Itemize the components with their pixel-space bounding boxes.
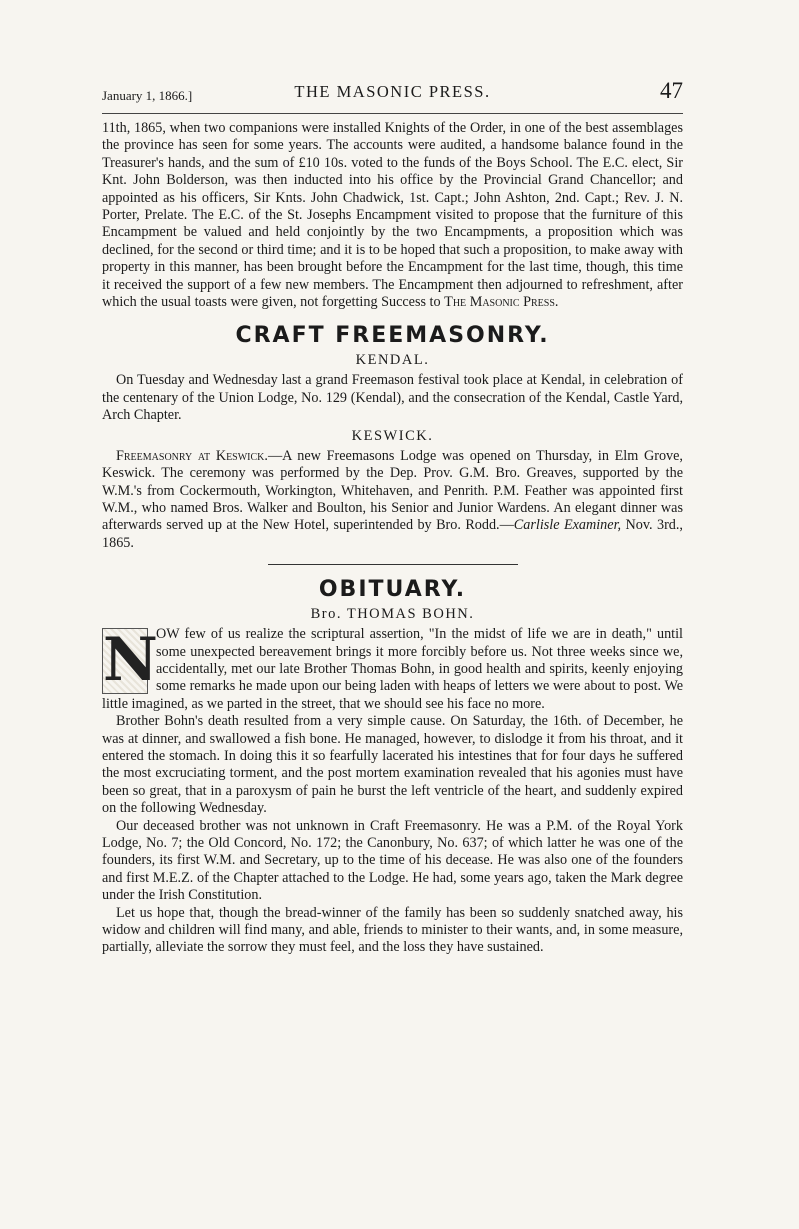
- keswick-source: Carlisle Examiner,: [513, 517, 622, 534]
- section-divider: [268, 564, 518, 565]
- header-rule: [102, 113, 683, 114]
- keswick-text: —A new Freemasons Lodge was opened on Thursday, in Elm Grove, Keswick. The ceremony was performed by the Dep. Prov. G.M. Bro. Greaves, supported by the W.M.'s from Cockermouth, Workington, Whitehaven, and Penrith. P.M. Feather was appointed first W.M., who named Bros. Walker and Boulton, his Senior and Junior Wardens. An elegant dinner was afterwards served up at the New Hotel, superintended by Bro. Rodd.—: [102, 447, 683, 534]
- keswick-paragraph: [102, 448, 683, 552]
- obituary-paragraph-4: Let us hope that, though the bread-winner of the family has been so suddenly snatched away, his widow and children will find many, and able, friends to minister to their wants, and, in some measure, partially, alleviate the sorrow they must feel, and the loss they have sustained.: [102, 904, 683, 956]
- intro-text: 11th, 1865, when two companions were installed Knights of the Order, in one of the best assemblages the province has seen for some years. The accounts were audited, a handsome balance found in the Treasurer's hands, and the sum of £10 10s. voted to the funds of the Boys School. The E.C. elect, Sir Knt. John Bolderson, was then inducted into his office by the Provincial Grand Chancellor; and appointed as his officers, Sir Knts. John Chadwick, 1st. Capt.; John Ashton, 2nd. Capt.; Rev. J. N. Porter, Prelate. The E.C. of the St. Josephs Encampment visited to propose that the furniture of this Encampment be valued and held conjointly by the two Encampments, a proposition which was declined, for the second or third time; and it is to be hoped that such a proposition, to make away with property in this manner, has been brought before the Encampment for the last time, though, this time it received the support of a few new members. The Encampment then adjourned to refreshment, after which the usual toasts were given, not forgetting Success to: [102, 120, 683, 311]
- issue-date: January 1, 1866.]: [102, 88, 193, 103]
- intro-paragraph: [102, 120, 683, 311]
- obituary-heading: OBITUARY.: [318, 577, 467, 603]
- page-number: 47: [660, 78, 683, 103]
- obituary-first-paragraph: [102, 626, 683, 713]
- obituary-paragraph-2: Brother Bohn's death resulted from a very simple cause. On Saturday, the 16th. of December, he was at dinner, and swallowed a fish bone. He managed, however, to dislodge it from his throat, and it entered the stomach. In doing this it so fearfully lacerated his intestines that for four days he suffered the most excruciating torment, and the post mortem examination revealed that his agonies must have been so great, that in a paroxysm of pain he burst the left ventricle of the heart, and suddenly expired on the following Wednesday.: [102, 713, 683, 817]
- obituary-subject: Bro. THOMAS BOHN.: [310, 606, 475, 623]
- obituary-paragraph-1: OW few of us realize the scriptural assertion, "In the midst of life we are in death," until some unexpected bereavement brings it more forcibly before us. Not three weeks since we, accidentally, met our late Brother Thomas Bohn, in good health and spirits, keenly enjoying some remarks he made upon our being laden with heaps of letters we were about to post. We little imagined, as we parted in the street, that we should see his face no more.: [102, 626, 683, 712]
- page-header: [102, 0, 683, 120]
- publication-title: THE MASONIC PRESS.: [294, 82, 491, 101]
- obituary-paragraph-3: Our deceased brother was not unknown in Craft Freemasonry. He was a P.M. of the Royal York Lodge, No. 7; the Old Concord, No. 172; the Canonbury, No. 637; of which latter he was one of the founders, its first W.M. and Secretary, up to the time of his decease. He was also one of the founders and first M.E.Z. of the Chapter attached to the Lodge. He had, some years ago, taken the Mark degree under the Irish Constitution.: [102, 817, 683, 904]
- keswick-date: Nov. 3rd., 1865.: [102, 517, 683, 551]
- kendal-heading: KENDAL.: [355, 352, 430, 369]
- intro-publication-name: The Masonic Press.: [444, 294, 559, 311]
- keswick-lead: Freemasonry at Keswick.: [116, 447, 268, 464]
- kendal-paragraph: On Tuesday and Wednesday last a grand Freemason festival took place at Kendal, in celebration of the centenary of the Union Lodge, No. 129 (Kendal), and the consecration of the Kendal, Castle Yard, Arch Chapter.: [102, 372, 683, 424]
- ornamental-drop-cap: N: [103, 626, 158, 696]
- craft-freemasonry-heading: CRAFT FREEMASONRY.: [235, 323, 550, 349]
- keswick-heading: KESWICK.: [351, 427, 434, 444]
